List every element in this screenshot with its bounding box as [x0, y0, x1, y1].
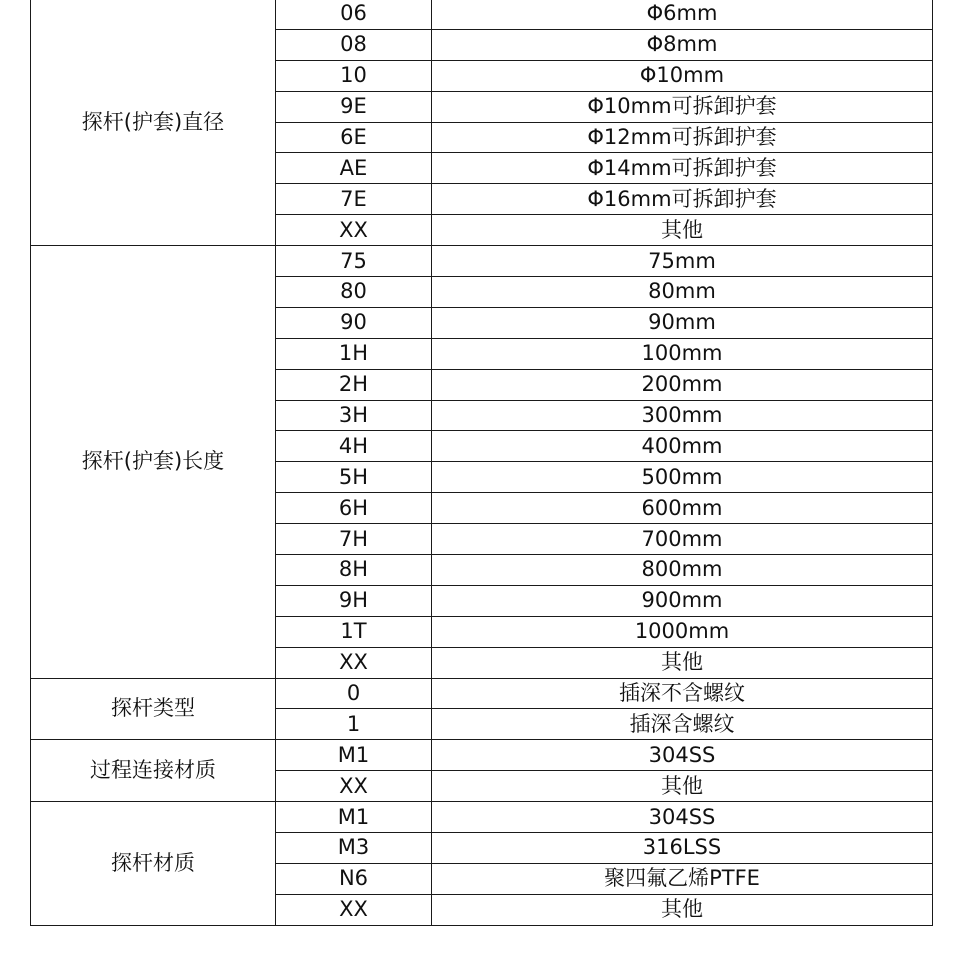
table-row: [31, 740, 933, 771]
description-cell: 304SS: [432, 740, 933, 771]
code-cell: 7H: [276, 524, 432, 555]
table-row: [31, 246, 933, 277]
description-cell: 700mm: [432, 524, 933, 555]
description-cell: 304SS: [432, 802, 933, 833]
code-cell: XX: [276, 215, 432, 246]
code-cell: N6: [276, 863, 432, 894]
description-cell: 900mm: [432, 585, 933, 616]
spec-table-body: [31, 0, 933, 925]
code-cell: 3H: [276, 400, 432, 431]
code-cell: 06: [276, 0, 432, 29]
description-cell: 90mm: [432, 307, 933, 338]
description-cell: 80mm: [432, 277, 933, 308]
description-cell: Φ12mm可拆卸护套: [432, 122, 933, 153]
group-label: 过程连接材质: [31, 740, 276, 802]
code-cell: 75: [276, 246, 432, 277]
code-cell: 9H: [276, 585, 432, 616]
code-cell: 9E: [276, 91, 432, 122]
description-cell: Φ6mm: [432, 0, 933, 29]
code-cell: 90: [276, 307, 432, 338]
table-row: [31, 678, 933, 709]
table-row: [31, 0, 933, 29]
group-label: 探杆类型: [31, 678, 276, 740]
code-cell: 1: [276, 709, 432, 740]
description-cell: 聚四氟乙烯PTFE: [432, 863, 933, 894]
code-cell: XX: [276, 771, 432, 802]
code-cell: 6H: [276, 493, 432, 524]
description-cell: 600mm: [432, 493, 933, 524]
description-cell: Φ16mm可拆卸护套: [432, 184, 933, 215]
description-cell: 100mm: [432, 338, 933, 369]
spec-table: [30, 0, 933, 926]
description-cell: 800mm: [432, 555, 933, 586]
description-cell: 500mm: [432, 462, 933, 493]
code-cell: 6E: [276, 122, 432, 153]
code-cell: AE: [276, 153, 432, 184]
code-cell: XX: [276, 894, 432, 925]
description-cell: 其他: [432, 647, 933, 678]
code-cell: 1T: [276, 616, 432, 647]
description-cell: 300mm: [432, 400, 933, 431]
description-cell: Φ14mm可拆卸护套: [432, 153, 933, 184]
code-cell: XX: [276, 647, 432, 678]
description-cell: 其他: [432, 215, 933, 246]
code-cell: 8H: [276, 555, 432, 586]
code-cell: M1: [276, 802, 432, 833]
description-cell: 其他: [432, 771, 933, 802]
description-cell: 400mm: [432, 431, 933, 462]
description-cell: 其他: [432, 894, 933, 925]
description-cell: 插深不含螺纹: [432, 678, 933, 709]
code-cell: 5H: [276, 462, 432, 493]
code-cell: 4H: [276, 431, 432, 462]
group-label: 探杆(护套)长度: [31, 246, 276, 678]
group-label: 探杆材质: [31, 802, 276, 926]
description-cell: 75mm: [432, 246, 933, 277]
table-row: [31, 802, 933, 833]
description-cell: 200mm: [432, 369, 933, 400]
code-cell: 0: [276, 678, 432, 709]
description-cell: 插深含螺纹: [432, 709, 933, 740]
code-cell: M1: [276, 740, 432, 771]
code-cell: 2H: [276, 369, 432, 400]
description-cell: Φ10mm: [432, 60, 933, 91]
code-cell: 08: [276, 29, 432, 60]
description-cell: Φ10mm可拆卸护套: [432, 91, 933, 122]
code-cell: M3: [276, 833, 432, 864]
code-cell: 80: [276, 277, 432, 308]
group-label: 探杆(护套)直径: [31, 0, 276, 246]
description-cell: 1000mm: [432, 616, 933, 647]
code-cell: 1H: [276, 338, 432, 369]
description-cell: Φ8mm: [432, 29, 933, 60]
code-cell: 7E: [276, 184, 432, 215]
description-cell: 316LSS: [432, 833, 933, 864]
code-cell: 10: [276, 60, 432, 91]
